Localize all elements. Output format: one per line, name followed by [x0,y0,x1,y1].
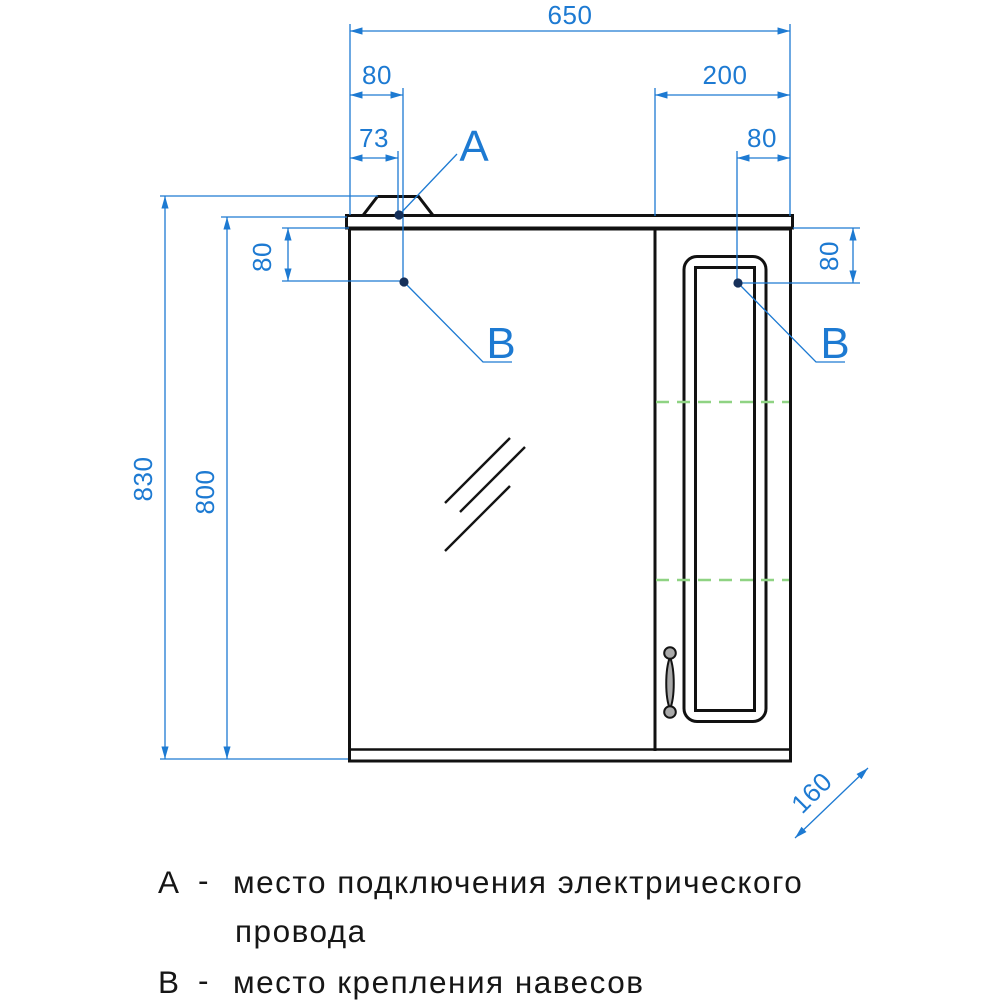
legend-a-key: А [158,864,181,900]
dim-label-hinge-drop-left: 80 [247,242,277,272]
legend-b-separator: - [198,962,210,998]
cabinet-body [350,229,791,761]
point-b-right-marker [733,278,742,287]
dim-label-body-height: 800 [190,469,220,515]
dim-label-hinge-drop-right: 80 [814,241,844,271]
callout-b-left-label: B [486,319,516,368]
legend-b-key: В [158,964,181,1000]
legend-a-text-line1: место подключения электрического [233,864,804,900]
dim-label-hinge-inset-right: 80 [747,123,777,153]
dim-label-overall-height: 830 [128,456,158,502]
dim-label-overall-width: 650 [547,0,593,30]
point-a-marker [394,210,403,219]
dim-label-door-width: 200 [702,60,748,90]
door-handle-icon [664,647,676,718]
dim-label-depth: 160 [785,766,839,820]
legend-a-text-line2: провода [235,913,367,949]
legend [158,862,803,1000]
callout-a-label: A [459,122,489,171]
top-canopy [347,216,793,229]
dim-label-lamp-offset: 80 [362,60,392,90]
point-b-left-marker [399,277,408,286]
dim-label-wire-offset: 73 [359,123,389,153]
callout-b-right-label: B [820,319,850,368]
cabinet-structure [347,197,793,762]
legend-b-text: место крепления навесов [233,964,645,1000]
legend-a-separator: - [198,862,210,898]
